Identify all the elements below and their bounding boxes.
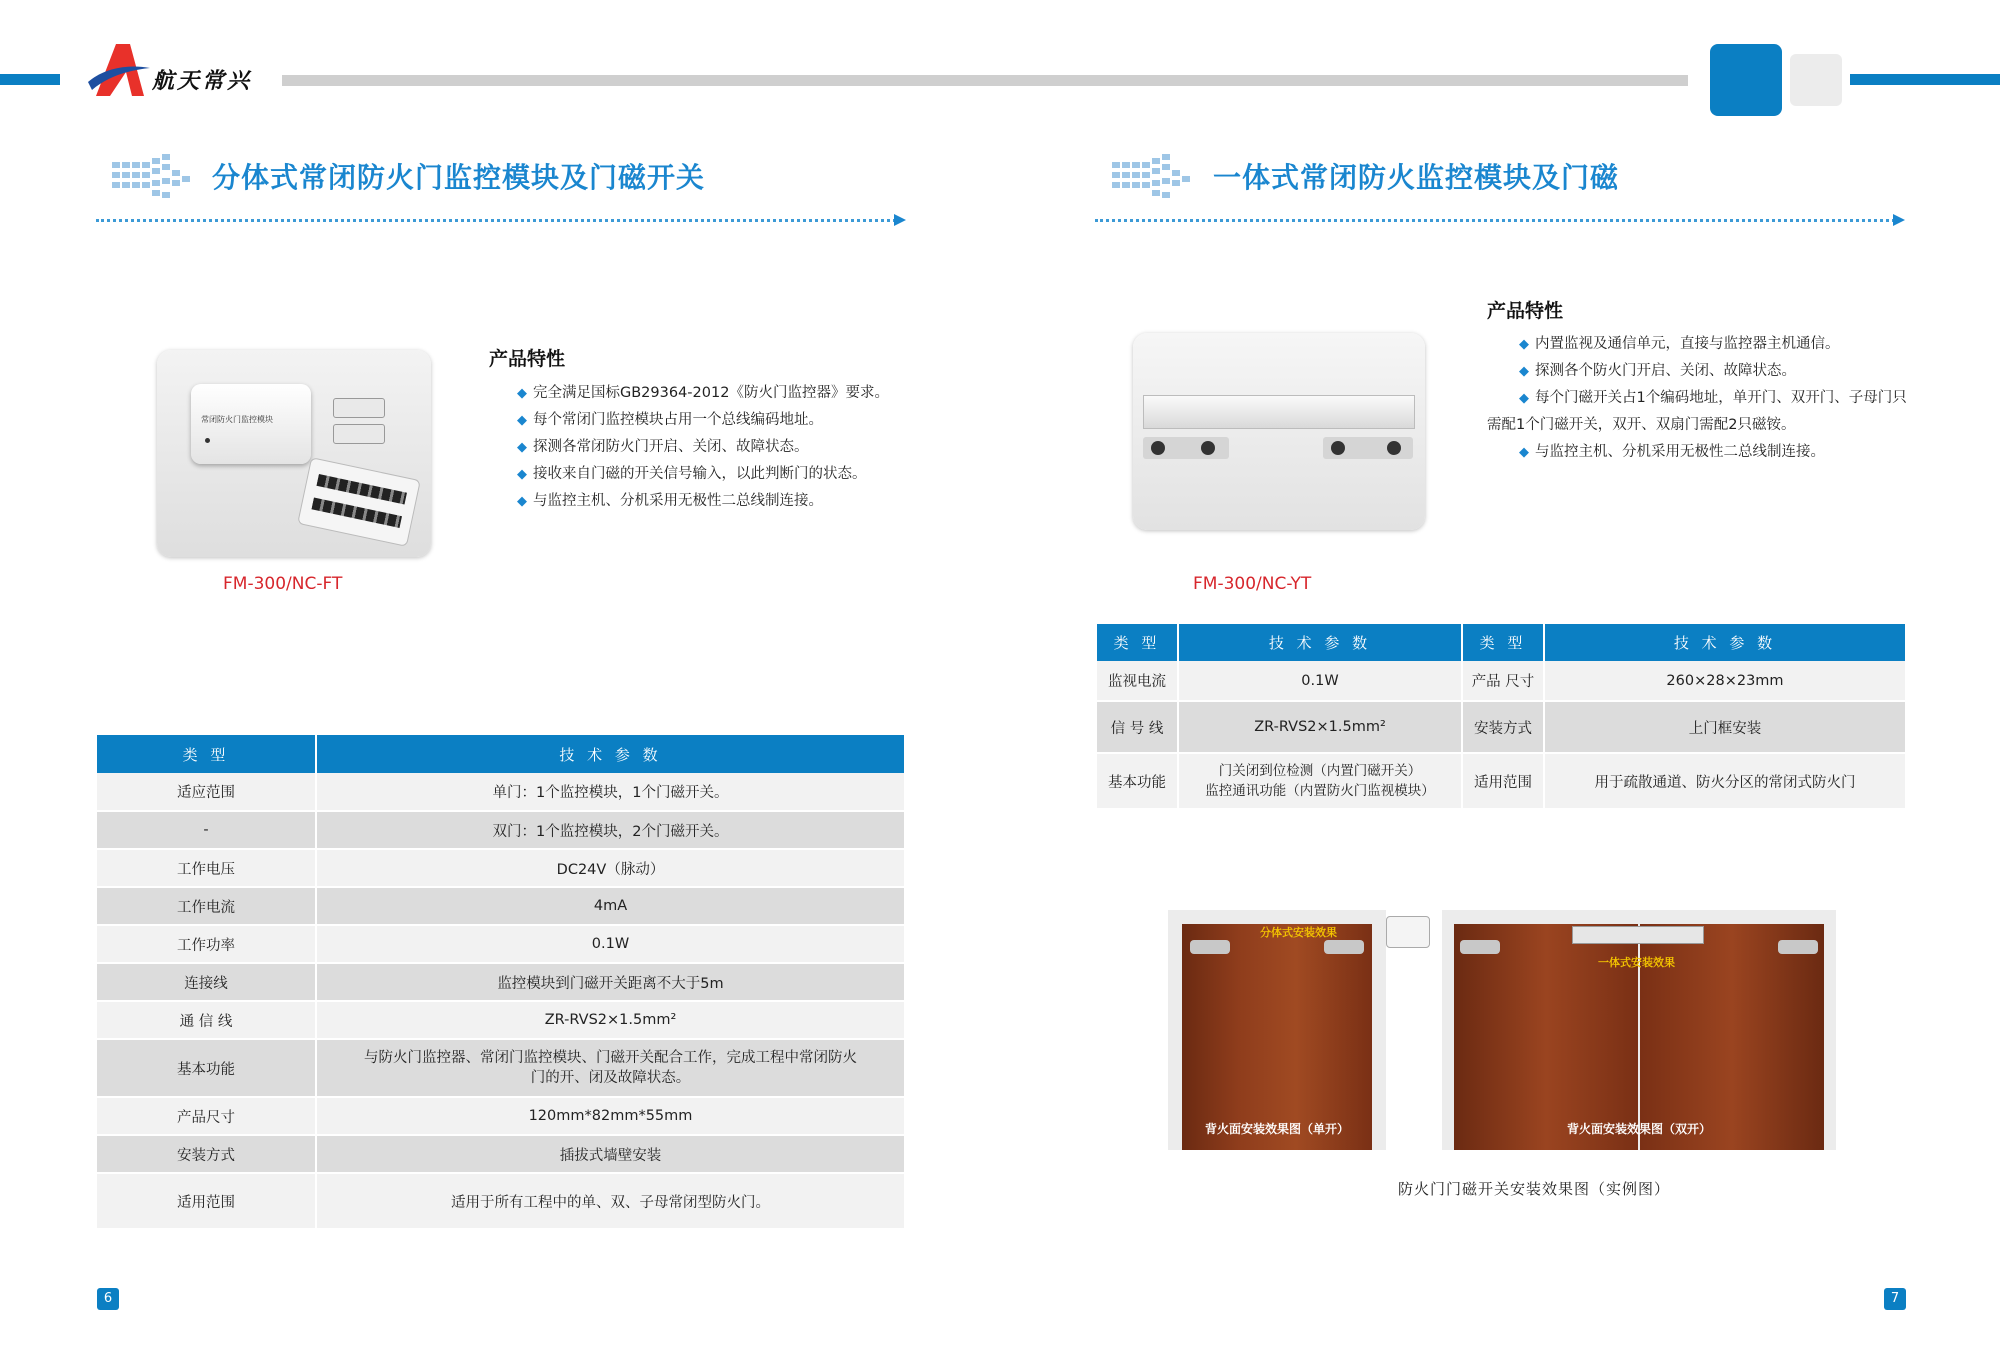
table-cell: 0.1W bbox=[1178, 661, 1462, 701]
table-cell: 工作功率 bbox=[97, 925, 316, 963]
single-install-tag: 分体式安装效果 bbox=[1260, 926, 1337, 939]
left-product-photo bbox=[157, 350, 431, 557]
header-blue-square bbox=[1710, 44, 1782, 116]
table-cell: 基本功能 bbox=[1097, 753, 1178, 809]
door-closer-icon bbox=[1324, 940, 1364, 954]
door-closer-icon bbox=[1460, 940, 1500, 954]
diamond-bullet-icon: ◆ bbox=[517, 413, 527, 428]
diamond-bullet-icon: ◆ bbox=[1519, 337, 1529, 352]
table-cell: 0.1W bbox=[316, 925, 904, 963]
table-cell: 与防火门监控器、常闭门监控模块、门磁开关配合工作，完成工程中常闭防火门的开、闭及故障状态。 bbox=[316, 1039, 904, 1097]
left-features-title: 产品特性 bbox=[489, 348, 566, 370]
table-cell: 门关闭到位检测（内置门磁开关） 监控通讯功能（内置防火门监视模块） bbox=[1178, 753, 1462, 809]
single-door-photo bbox=[1168, 910, 1386, 1150]
table-row bbox=[97, 1001, 904, 1039]
right-feature-item: ◆ 内置监视及通信单元，直接与监控器主机通信。 bbox=[1519, 336, 1840, 352]
diamond-bullet-icon: ◆ bbox=[517, 467, 527, 482]
header-gray-bar bbox=[282, 75, 1688, 86]
right-features-title: 产品特性 bbox=[1487, 300, 1564, 322]
right-dotted-divider bbox=[1095, 219, 1895, 222]
logo-icon bbox=[86, 42, 152, 98]
magnet-mount-left bbox=[1143, 437, 1229, 459]
table-cell: 单门：1个监控模块，1个门磁开关。 bbox=[316, 773, 904, 811]
table-cell: 监视电流 bbox=[1097, 661, 1178, 701]
single-install-label: 背火面安装效果图（单开） bbox=[1204, 1122, 1349, 1136]
table-cell: 监控模块到门磁开关距离不大于5m bbox=[316, 963, 904, 1001]
double-door-photo bbox=[1442, 910, 1836, 1150]
table-cell: 插拔式墙壁安装 bbox=[316, 1135, 904, 1173]
left-feature-item: ◆ 每个常闭门监控模块占用一个总线编码地址。 bbox=[517, 412, 823, 428]
table-row bbox=[1097, 701, 1905, 753]
install-photo-caption: 防火门门磁开关安装效果图（实例图） bbox=[1398, 1180, 1671, 1198]
table-header-cell: 类 型 bbox=[1097, 624, 1178, 661]
table-row bbox=[97, 925, 904, 963]
table-cell: 4mA bbox=[316, 887, 904, 925]
table-row bbox=[97, 887, 904, 925]
table-row bbox=[97, 1135, 904, 1173]
left-model-number: FM-300/NC-FT bbox=[223, 574, 343, 594]
table-row bbox=[97, 849, 904, 887]
diamond-bullet-icon: ◆ bbox=[517, 386, 527, 401]
header-gray-square bbox=[1790, 54, 1842, 106]
table-cell: ZR-RVS2×1.5mm² bbox=[1178, 701, 1462, 753]
door-panel bbox=[1182, 924, 1372, 1150]
left-feature-item: ◆ 接收来自门磁的开关信号输入，以此判断门的状态。 bbox=[517, 466, 867, 482]
table-cell: 适用范围 bbox=[97, 1173, 316, 1229]
table-cell: 安装方式 bbox=[1462, 701, 1544, 753]
right-product-photo bbox=[1133, 333, 1425, 530]
monitor-module-box bbox=[191, 384, 311, 464]
integrated-door-magnet bbox=[1143, 395, 1415, 429]
header-left-blue-bar bbox=[0, 74, 60, 85]
table-cell: 安装方式 bbox=[97, 1135, 316, 1173]
right-divider-arrow-icon bbox=[1893, 214, 1905, 226]
diamond-bullet-icon: ◆ bbox=[517, 494, 527, 509]
table-cell: 产品尺寸 bbox=[97, 1097, 316, 1135]
table-row bbox=[97, 963, 904, 1001]
right-model-number: FM-300/NC-YT bbox=[1193, 574, 1312, 594]
table-row bbox=[97, 1039, 904, 1097]
table-cell: 上门框安装 bbox=[1544, 701, 1905, 753]
magnet-mount-right bbox=[1323, 437, 1413, 459]
table-cell: 适用于所有工程中的单、双、子母常闭型防火门。 bbox=[316, 1173, 904, 1229]
left-section-title: 分体式常闭防火门监控模块及门磁开关 bbox=[212, 161, 706, 194]
door-closer-icon bbox=[1190, 940, 1230, 954]
table-row bbox=[97, 773, 904, 811]
section-dots-icon bbox=[110, 152, 194, 202]
terminal-board bbox=[297, 457, 421, 547]
left-spec-table bbox=[97, 735, 904, 1230]
diamond-bullet-icon: ◆ bbox=[1519, 445, 1529, 460]
table-header-cell: 技 术 参 数 bbox=[316, 735, 904, 773]
left-feature-item: ◆ 探测各常闭防火门开启、关闭、故障状态。 bbox=[517, 439, 809, 455]
table-cell: 基本功能 bbox=[97, 1039, 316, 1097]
left-features-list bbox=[489, 380, 909, 515]
table-header-cell: 技 术 参 数 bbox=[1178, 624, 1462, 661]
table-cell: - bbox=[97, 811, 316, 849]
table-cell: 信 号 线 bbox=[1097, 701, 1178, 753]
table-cell: 工作电流 bbox=[97, 887, 316, 925]
integrated-magnet-on-door bbox=[1572, 926, 1704, 944]
diamond-bullet-icon: ◆ bbox=[1519, 391, 1529, 406]
table-cell: 用于疏散通道、防火分区的常闭式防火门 bbox=[1544, 753, 1905, 809]
header-right-blue-bar bbox=[1850, 74, 2000, 85]
table-row bbox=[1097, 661, 1905, 701]
right-features-list bbox=[1487, 331, 1907, 466]
table-cell: DC24V（脉动） bbox=[316, 849, 904, 887]
right-page-number: 7 bbox=[1884, 1288, 1906, 1310]
left-feature-item: ◆ 与监控主机、分机采用无极性二总线制连接。 bbox=[517, 493, 823, 509]
right-spec-table bbox=[1097, 624, 1905, 810]
right-feature-item: ◆ 每个门磁开关占1个编码地址，单开门、双开门、子母门只需配1个门磁开关，双开、双扇门需配2只磁铵。 bbox=[1487, 390, 1907, 433]
right-feature-item: ◆ 探测各个防火门开启、关闭、故障状态。 bbox=[1519, 363, 1796, 379]
table-cell: 连接线 bbox=[97, 963, 316, 1001]
left-page-number: 6 bbox=[97, 1288, 119, 1310]
table-cell: 120mm*82mm*55mm bbox=[316, 1097, 904, 1135]
table-cell: 产品 尺寸 bbox=[1462, 661, 1544, 701]
brand-name: 航天常兴 bbox=[152, 68, 253, 94]
double-install-label: 背火面安装效果图（双开） bbox=[1566, 1122, 1711, 1136]
left-feature-item: ◆ 完全满足国标GB29364-2012《防火门监控器》要求。 bbox=[517, 385, 889, 401]
diamond-bullet-icon: ◆ bbox=[1519, 364, 1529, 379]
table-row bbox=[1097, 753, 1905, 809]
table-row bbox=[97, 1097, 904, 1135]
table-cell: 双门：1个监控模块，2个门磁开关。 bbox=[316, 811, 904, 849]
device-label: 常闭防火门监控模块 bbox=[201, 415, 273, 424]
monitor-module-thumbnail bbox=[1386, 916, 1430, 948]
table-cell: ZR-RVS2×1.5mm² bbox=[316, 1001, 904, 1039]
table-header-cell: 技 术 参 数 bbox=[1544, 624, 1905, 661]
table-row bbox=[97, 1173, 904, 1229]
table-cell: 260×28×23mm bbox=[1544, 661, 1905, 701]
left-divider-arrow-icon bbox=[894, 214, 906, 226]
table-header-cell: 类 型 bbox=[97, 735, 316, 773]
door-magnet-switch bbox=[333, 398, 385, 418]
door-closer-icon bbox=[1778, 940, 1818, 954]
door-magnet-switch-2 bbox=[333, 424, 385, 444]
table-cell: 适用范围 bbox=[1462, 753, 1544, 809]
table-cell: 工作电压 bbox=[97, 849, 316, 887]
left-dotted-divider bbox=[96, 219, 896, 222]
table-cell: 适应范围 bbox=[97, 773, 316, 811]
right-feature-item: ◆ 与监控主机、分机采用无极性二总线制连接。 bbox=[1519, 444, 1825, 460]
table-row bbox=[97, 811, 904, 849]
table-cell: 通 信 线 bbox=[97, 1001, 316, 1039]
table-header-cell: 类 型 bbox=[1462, 624, 1544, 661]
section-dots-icon bbox=[1110, 152, 1194, 202]
double-install-tag: 一体式安装效果 bbox=[1598, 956, 1675, 969]
diamond-bullet-icon: ◆ bbox=[517, 440, 527, 455]
right-section-title: 一体式常闭防火监控模块及门磁 bbox=[1213, 161, 1620, 194]
